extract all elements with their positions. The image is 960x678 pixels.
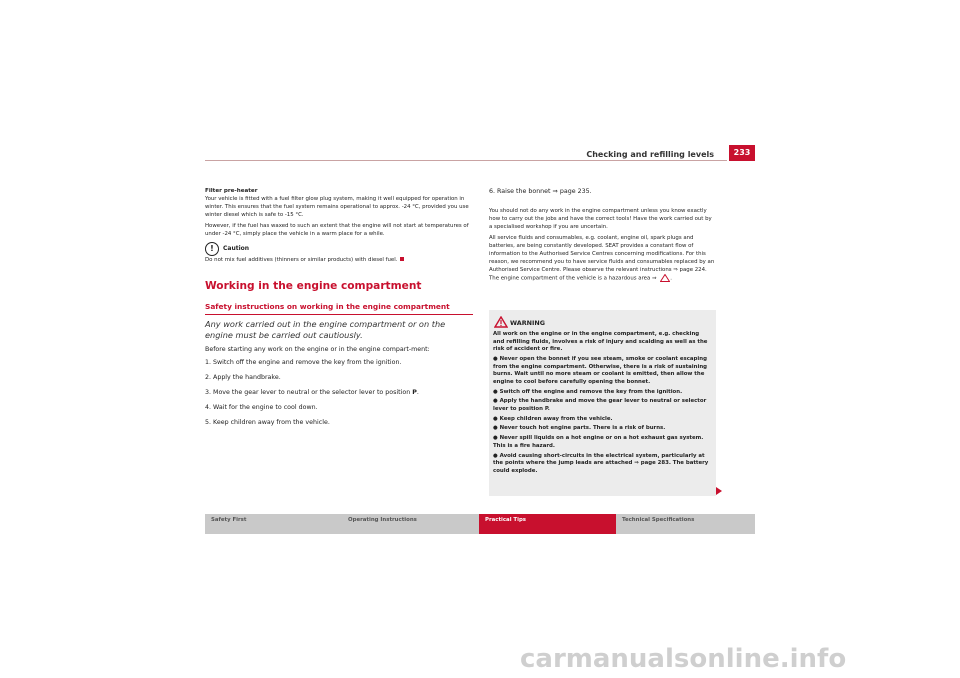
warning-bullet-text: Apply the handbrake and move the gear lever to neutral or selector lever to position P. — [493, 398, 707, 412]
warning-bullet-2 — [493, 389, 712, 397]
subsection-lead: Any work carried out in the engine compartment or on the engine must be carried out cautiously. — [205, 319, 446, 340]
intro-text: Before starting any work on the engine or in the engine compart-ment: — [205, 346, 430, 353]
right-paragraph-2-main: All service fluids and consumables, e.g. coolant, engine oil, spark plugs and batteries, are being constantly developed. SEAT provides a constant flow of information to the Authorised Service Centres concerning modifications. For this reason, we recommend you to have service fluids and consumables replaced by an Authorised Service Centre. Please observe the relevant instructions — [489, 235, 715, 273]
left-column — [205, 187, 473, 433]
warning-bullet-text: Avoid causing short-circuits in the electrical system, particularly at the points where the jump leads are attached — [493, 452, 705, 467]
warning-header — [489, 316, 716, 332]
step-6-page-link[interactable]: page 235. — [559, 188, 592, 195]
bullet-icon: ● — [493, 425, 498, 432]
bullet-icon: ● — [493, 435, 498, 442]
warning-label: WARNING — [510, 319, 545, 327]
page-number: 233 — [729, 145, 755, 161]
reference-arrow-icon: ⇒ — [652, 275, 657, 282]
page-header-title: Checking and refilling levels — [586, 150, 714, 159]
caution-label: Caution — [223, 245, 250, 252]
step-6 — [489, 187, 716, 196]
tab-safety-first[interactable]: Safety First — [211, 517, 247, 523]
tab-technical-specifications[interactable]: Technical Specifications — [622, 517, 695, 523]
step-4: 4. Wait for the engine to cool down. — [205, 404, 318, 411]
step-3 — [205, 388, 473, 397]
bullet-icon: ● — [493, 415, 498, 422]
step-1: 1. Switch off the engine and remove the key from the ignition. — [205, 359, 402, 366]
warning-bullet-text: Never spill liquids on a hot engine or on a hot exhaust gas system. This is a fire hazard. — [493, 435, 704, 449]
warning-triangle-icon — [494, 316, 508, 328]
section-end-marker — [400, 257, 404, 261]
warning-bullet-text: Never touch hot engine parts. There is a risk of burns. — [499, 425, 666, 432]
step-5: 5. Keep children away from the vehicle. — [205, 419, 330, 426]
bullet-icon: ● — [493, 355, 498, 362]
continue-arrow-icon — [716, 487, 722, 495]
bullet-icon: ● — [493, 398, 498, 405]
warning-bullet-text: Switch off the engine and remove the key from the ignition. — [499, 388, 683, 395]
caution-icon: ! — [205, 242, 219, 256]
reference-arrow-icon: ⇒ — [552, 188, 558, 195]
step-3-end: . — [416, 389, 419, 396]
step-6-text: 6. Raise the bonnet — [489, 188, 551, 195]
warning-body — [493, 331, 712, 478]
right-paragraph-1: You should not do any work in the engine compartment unless you know exactly how to carry out the jobs and have the correct tools! Have the work carried out by a specialised workshop if you are uncertain. — [489, 208, 712, 230]
footer-tab-bar — [205, 514, 755, 534]
filter-heading: Filter pre-heater — [205, 188, 258, 194]
right-paragraph-2-ref[interactable]: page 224. The engine compartment of the vehicle is a hazardous area — [489, 267, 707, 282]
caution-row — [205, 242, 473, 256]
step-3-text: 3. Move the gear lever to neutral or the selector lever to position — [205, 389, 411, 396]
warning-triangle-icon — [660, 274, 670, 282]
section-title: Working in the engine compartment — [205, 280, 422, 292]
step-3-position: P — [412, 389, 417, 396]
reference-arrow-icon: ⇒ — [673, 267, 678, 273]
warning-box — [489, 310, 716, 496]
filter-paragraph-1: Your vehicle is fitted with a fuel filter glow plug system, making it well equipped for operation in winter. This ensures that the fuel system remains operational to approx. -24 °C, provided you use winter diesel which is safe to -15 °C. — [205, 196, 469, 218]
warning-bullet-page-link[interactable]: page 283. The battery could explode. — [493, 460, 709, 474]
header-rule — [205, 160, 727, 161]
warning-intro: All work on the engine or in the engine compartment, e.g. checking and refilling fluids, involves a risk of injury and scalding as well as the risk of accident or fire. — [493, 331, 708, 353]
subsection-title: Safety instructions on working in the engine compartment — [205, 302, 473, 315]
right-paragraph-2-end: . — [670, 275, 672, 282]
watermark: carmanualsonline.info — [520, 644, 847, 674]
warning-bullet-4 — [493, 416, 712, 424]
warning-bullet-text: Keep children away from the vehicle. — [499, 415, 613, 422]
right-column — [489, 187, 716, 286]
tab-operating-instructions[interactable]: Operating Instructions — [348, 517, 417, 523]
warning-bullet-3 — [493, 398, 712, 413]
filter-paragraph-2: However, if the fuel has waxed to such an extent that the engine will not start at temperatures of under -24 °C, simply place the vehicle in a warm place for a while. — [205, 223, 469, 237]
warning-bullet-5 — [493, 425, 712, 433]
caution-text: Do not mix fuel additives (thinners or similar products) with diesel fuel. — [205, 257, 398, 263]
warning-bullet-6 — [493, 435, 712, 450]
warning-bullet-1 — [493, 356, 712, 386]
warning-bullet-text: Never open the bonnet if you see steam, smoke or coolant escaping from the engine compartment. Otherwise, there is a risk of sustaining burns. Wait until no more steam or coolant is emitted, then allow the engine to cool before carefully opening the bonnet. — [493, 355, 708, 385]
bullet-icon: ● — [493, 452, 498, 459]
right-paragraph-2 — [489, 234, 716, 283]
tab-practical-tips[interactable]: Practical Tips — [479, 514, 616, 534]
step-2: 2. Apply the handbrake. — [205, 374, 281, 381]
warning-bullet-7 — [493, 453, 712, 476]
reference-arrow-icon: ⇒ — [634, 460, 639, 467]
bullet-icon: ● — [493, 388, 498, 395]
caution-text-row — [205, 256, 473, 264]
